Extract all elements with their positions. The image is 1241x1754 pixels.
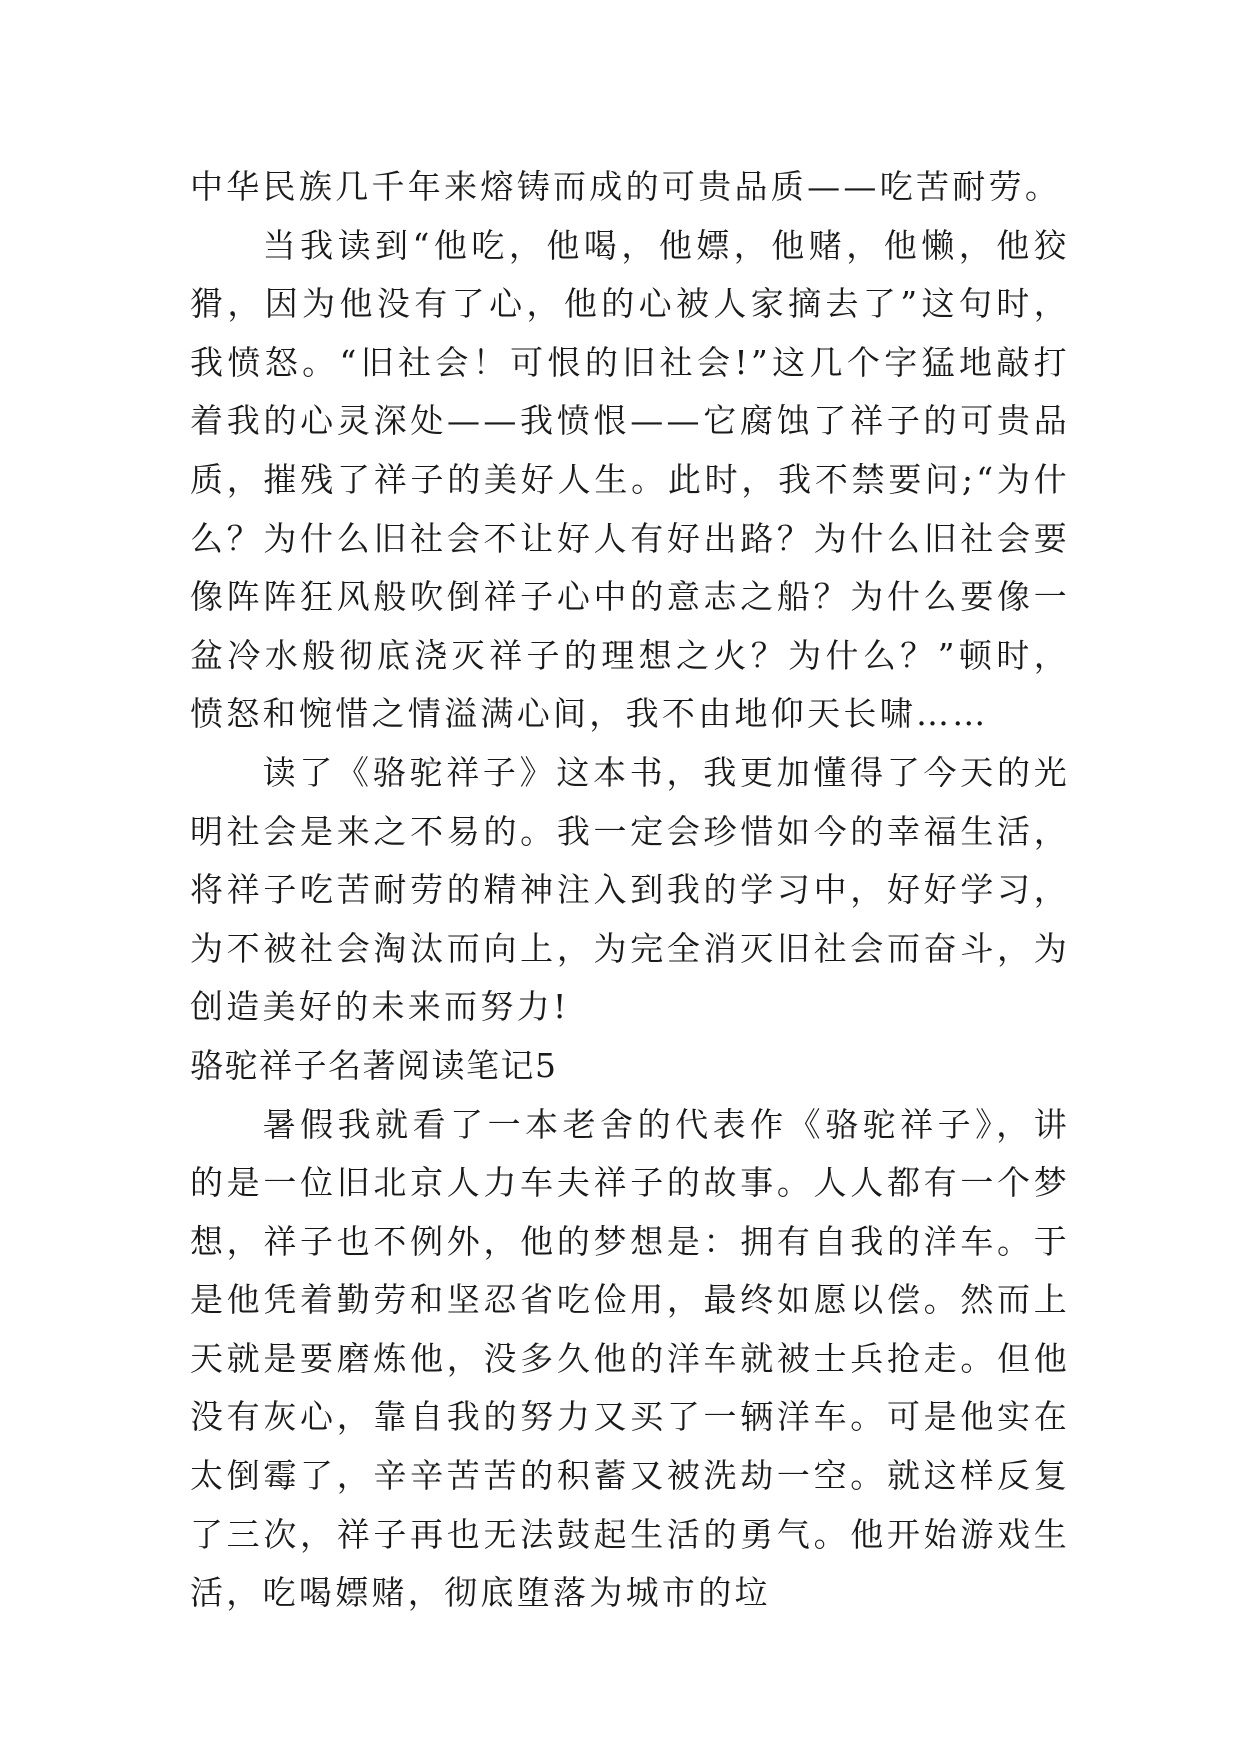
paragraph-3: 读了《骆驼祥子》这本书，我更加懂得了今天的光明社会是来之不易的。我一定会珍惜如今的幸福生活，将祥子吃苦耐劳的精神注入到我的学习中，好好学习，为不被社会淘汰而向上，为完全消灭旧社会而奋斗，为创造美好的未来而努力! xyxy=(190,752,1070,1027)
section-paragraph-1: 暑假我就看了一本老舍的代表作《骆驼祥子》，讲的是一位旧北京人力车夫祥子的故事。人人都有一个梦想，祥子也不例外，他的梦想是：拥有自我的洋车。于是他凭着勤劳和坚忍省吃俭用，最终如愿以偿。然而上天就是要磨炼他，没多久他的洋车就被士兵抢走。但他没有灰心，靠自我的努力又买了一辆洋车。可是他实在太倒霉了，辛辛苦苦的积蓄又被洗劫一空。就这样反复了三次，祥子再也无法鼓起生活的勇气。他开始游戏生活，吃喝嫖赌，彻底堕落为城市的垃 xyxy=(190,1104,1070,1613)
paragraph-2: 当我读到“他吃，他喝，他嫖，他赌，他懒，他狡猾，因为他没有了心，他的心被人家摘去了”这句时，我愤怒。“旧社会！可恨的旧社会!”这几个字猛地敲打着我的心灵深处——我愤恨——它腐蚀了祥子的可贵品质，摧残了祥子的美好人生。此时，我不禁要问;“为什么？为什么旧社会不让好人有好出路？为什么旧社会要像阵阵狂风般吹倒祥子心中的意志之船？为什么要像一盆冷水般彻底浇灭祥子的理想之火？为什么？”顿时，愤怒和惋惜之情溢满心间，我不由地仰天长啸…… xyxy=(190,225,1070,734)
paragraph-1: 中华民族几千年来熔铸而成的可贵品质——吃苦耐劳。 xyxy=(190,167,1062,206)
document-body xyxy=(190,158,1070,1623)
section-title: 骆驼祥子名著阅读笔记5 xyxy=(190,1045,558,1085)
